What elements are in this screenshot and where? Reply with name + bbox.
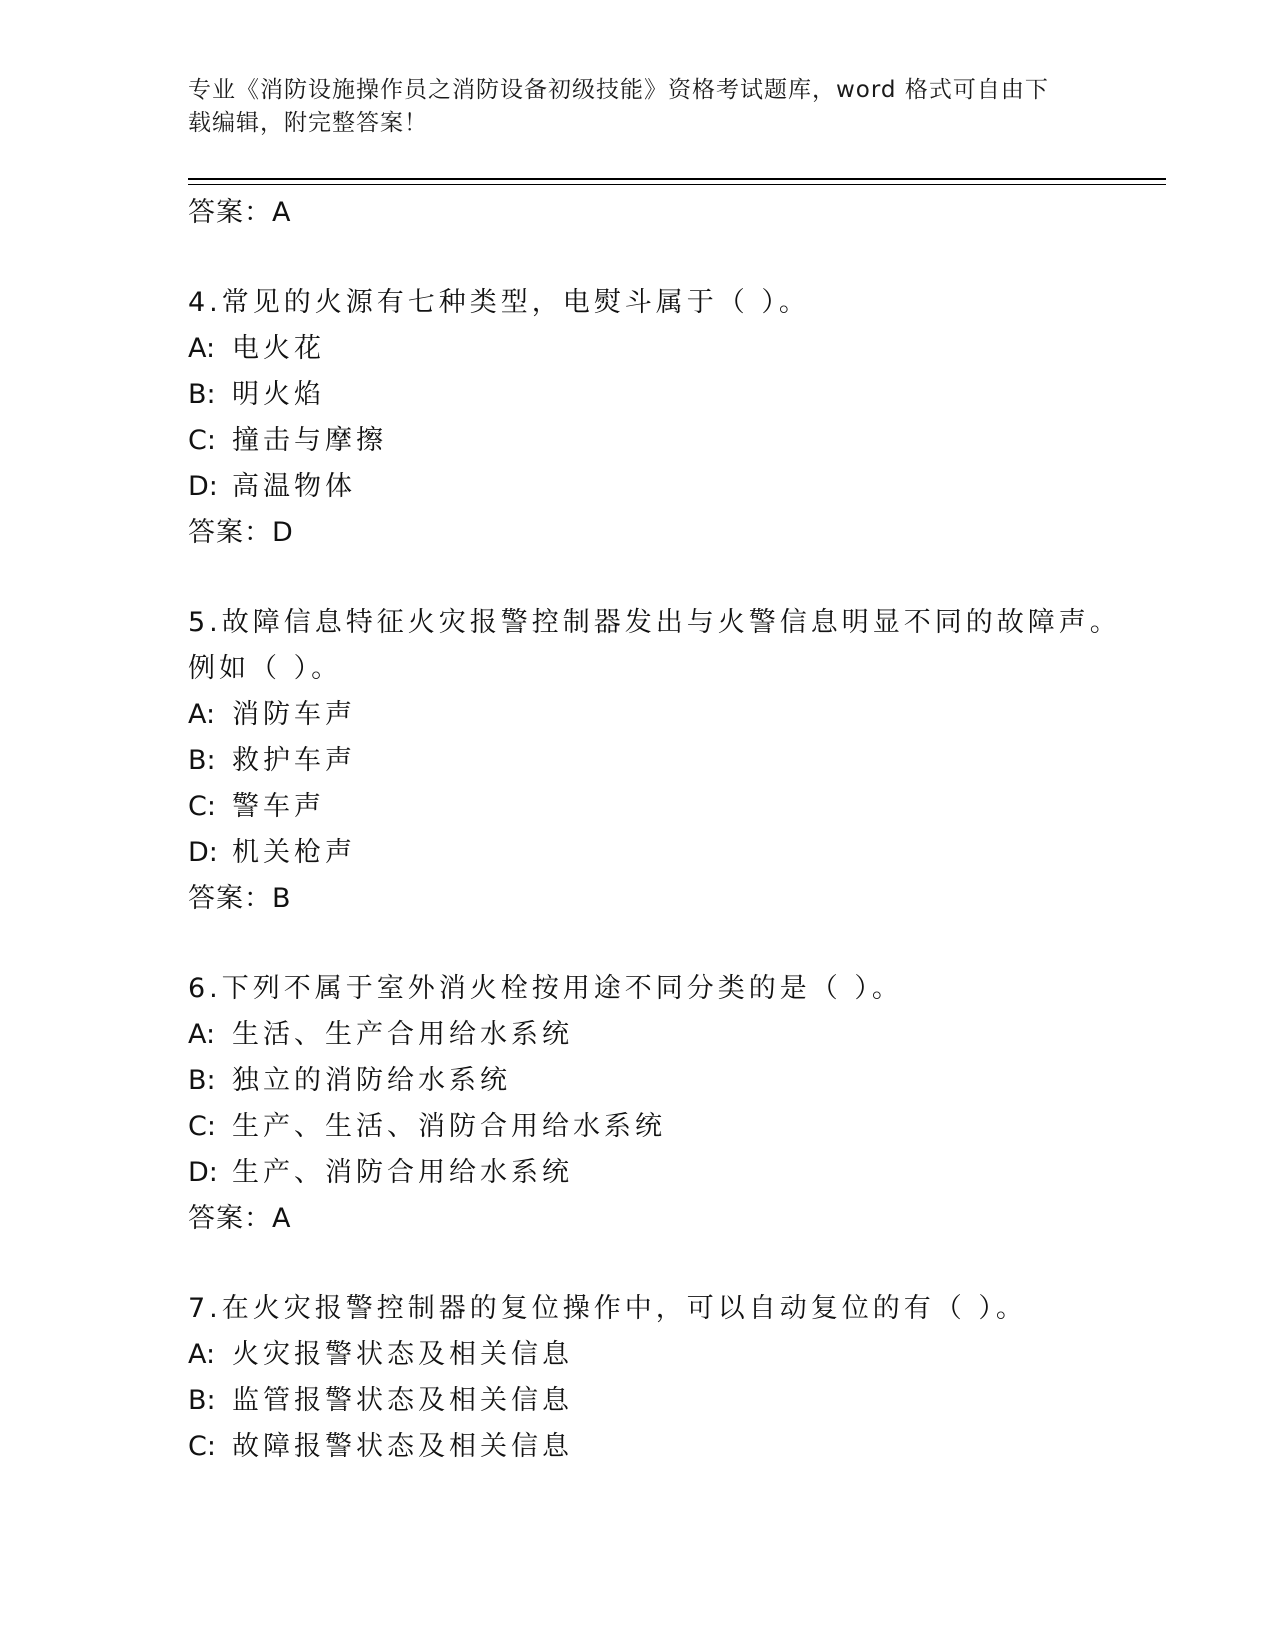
option-text: 明火焰 <box>232 379 325 410</box>
option-c <box>188 1104 1166 1150</box>
previous-answer: 答案：A <box>188 197 292 228</box>
option-a <box>188 326 1166 372</box>
option-label: A: <box>188 1019 216 1050</box>
option-text: 电火花 <box>232 333 325 364</box>
question-text-continued: 例如（ ）。 <box>188 653 343 684</box>
option-b <box>188 738 1166 784</box>
header-rule-thick <box>188 178 1166 180</box>
question-text: 5.故障信息特征火灾报警控制器发出与火警信息明显不同的故障声。 <box>188 607 1121 638</box>
question-block <box>188 600 1166 922</box>
option-a <box>188 1012 1166 1058</box>
option-label: C: <box>188 425 216 456</box>
option-text: 救护车声 <box>232 745 356 776</box>
option-label: D: <box>188 1157 218 1188</box>
option-c <box>188 784 1166 830</box>
option-label: B: <box>188 1385 216 1416</box>
option-text: 消防车声 <box>232 699 356 730</box>
option-d <box>188 830 1166 876</box>
option-label: A: <box>188 333 216 364</box>
option-label: A: <box>188 1339 216 1370</box>
option-c <box>188 418 1166 464</box>
option-text: 监管报警状态及相关信息 <box>232 1385 573 1416</box>
option-label: C: <box>188 1431 216 1462</box>
option-b <box>188 372 1166 418</box>
option-label: C: <box>188 1111 216 1142</box>
option-text: 生产、生活、消防合用给水系统 <box>232 1111 666 1142</box>
option-label: D: <box>188 837 218 868</box>
option-d <box>188 464 1166 510</box>
option-a <box>188 692 1166 738</box>
option-text: 撞击与摩擦 <box>232 425 387 456</box>
option-text: 高温物体 <box>232 471 356 502</box>
answer-line: 答案：D <box>188 517 294 548</box>
question-text: 4.常见的火源有七种类型，电熨斗属于（ ）。 <box>188 287 810 318</box>
option-d <box>188 1150 1166 1196</box>
question-block <box>188 966 1166 1242</box>
option-text: 火灾报警状态及相关信息 <box>232 1339 573 1370</box>
question-text: 7.在火灾报警控制器的复位操作中，可以自动复位的有（ ）。 <box>188 1293 1027 1324</box>
header-rule-thin <box>188 184 1166 185</box>
answer-line: 答案：B <box>188 883 292 914</box>
option-label: B: <box>188 379 216 410</box>
option-text: 生产、消防合用给水系统 <box>232 1157 573 1188</box>
option-label: B: <box>188 1065 216 1096</box>
option-text: 警车声 <box>232 791 325 822</box>
question-block <box>188 280 1166 556</box>
question-list <box>188 190 1166 1470</box>
option-text: 故障报警状态及相关信息 <box>232 1431 573 1462</box>
option-b <box>188 1378 1166 1424</box>
option-b <box>188 1058 1166 1104</box>
option-text: 生活、生产合用给水系统 <box>232 1019 573 1050</box>
page-header <box>188 74 1088 140</box>
option-label: C: <box>188 791 216 822</box>
option-c <box>188 1424 1166 1470</box>
option-text: 独立的消防给水系统 <box>232 1065 511 1096</box>
option-label: A: <box>188 699 216 730</box>
question-text: 6.下列不属于室外消火栓按用途不同分类的是（ ）。 <box>188 973 903 1004</box>
option-a <box>188 1332 1166 1378</box>
answer-line: 答案：A <box>188 1203 292 1234</box>
header-line-2: 载编辑，附完整答案！ <box>188 110 428 136</box>
option-label: D: <box>188 471 218 502</box>
question-block <box>188 1286 1166 1470</box>
option-label: B: <box>188 745 216 776</box>
header-line-1: 专业《消防设施操作员之消防设备初级技能》资格考试题库，word 格式可自由下 <box>188 77 1049 103</box>
option-text: 机关枪声 <box>232 837 356 868</box>
